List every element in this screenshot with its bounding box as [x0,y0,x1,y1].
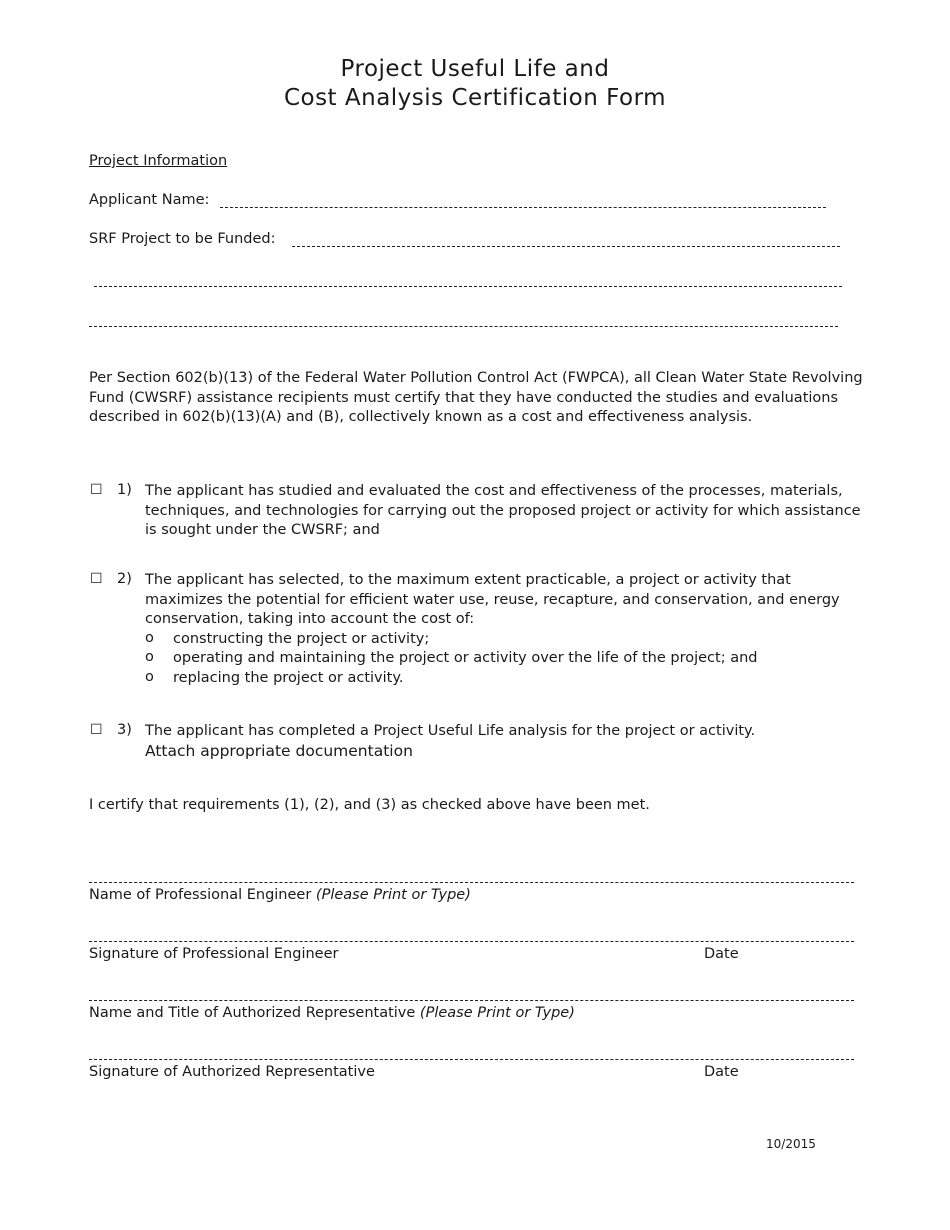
applicant-name-field[interactable] [220,207,826,208]
srf-project-field[interactable] [292,246,840,247]
pe-name-line[interactable] [89,882,854,883]
intro-paragraph: Per Section 602(b)(13) of the Federal Water Pollution Control Act (FWPCA), all Clean Water State Revolving Fund (CWSRF) assistance recipients must certify that they have conducted the studies and evaluations described in 602(b)(13)(A) and (B), collectively known as a cost and effectiveness analysis. [89,370,863,425]
pe-name-caption [89,886,471,906]
item-1-number: 1) [117,482,132,498]
rep-name-line[interactable] [89,1000,854,1001]
rep-date-label: Date [704,1064,739,1080]
bullet-marker: o [145,630,154,646]
form-title-line1: Project Useful Life and [340,56,610,82]
srf-project-label: SRF Project to be Funded: [89,231,276,247]
print-type-note: (Please Print or Type) [315,887,471,903]
item-3-text: The applicant has completed a Project Useful Life analysis for the project or activity. [145,723,756,739]
bullet-marker: o [145,669,154,685]
pe-signature-line[interactable] [89,941,854,942]
item-1-text: The applicant has studied and evaluated the cost and effectiveness of the processes, materials, techniques, and technologies for carrying out the proposed project or activity for which assistance is sought under the CWSRF; and [145,483,861,538]
rep-name-label: Name and Title of Authorized Representative [89,1005,416,1021]
item-3-number: 3) [117,722,132,738]
checkbox-item-2[interactable]: ☐ [90,571,103,587]
revision-date: 10/2015 [766,1137,816,1151]
rep-signature-line[interactable] [89,1059,854,1060]
pe-date-label: Date [704,946,739,962]
pe-signature-label: Signature of Professional Engineer [89,946,339,962]
item-2-number: 2) [117,571,132,587]
checkbox-item-1[interactable]: ☐ [90,482,103,498]
applicant-name-label: Applicant Name: [89,192,210,208]
section-heading-project-information: Project Information [89,153,228,169]
print-type-note: (Please Print or Type) [419,1005,575,1021]
srf-project-field-line3[interactable] [89,326,838,327]
certification-statement: I certify that requirements (1), (2), and (3) as checked above have been met. [89,797,650,813]
item-2-text: The applicant has selected, to the maximum extent practicable, a project or activity that maximizes the potential for efficient water use, reuse, recapture, and conservation, and energy conservation, taking into account the cost of: [145,572,840,627]
bullet-marker: o [145,649,154,665]
form-title-line2: Cost Analysis Certification Form [283,85,667,111]
item-2-bullet-3: replacing the project or activity. [173,670,404,686]
item-2-bullet-2: operating and maintaining the project or activity over the life of the project; and [173,650,758,666]
item-3-note: Attach appropriate documentation [145,742,413,760]
checkbox-item-3[interactable]: ☐ [90,722,103,738]
item-2-bullet-1: constructing the project or activity; [173,631,430,647]
rep-signature-label: Signature of Authorized Representative [89,1064,375,1080]
srf-project-field-line2[interactable] [94,286,842,287]
pe-name-label: Name of Professional Engineer [89,887,312,903]
rep-name-caption [89,1004,575,1024]
